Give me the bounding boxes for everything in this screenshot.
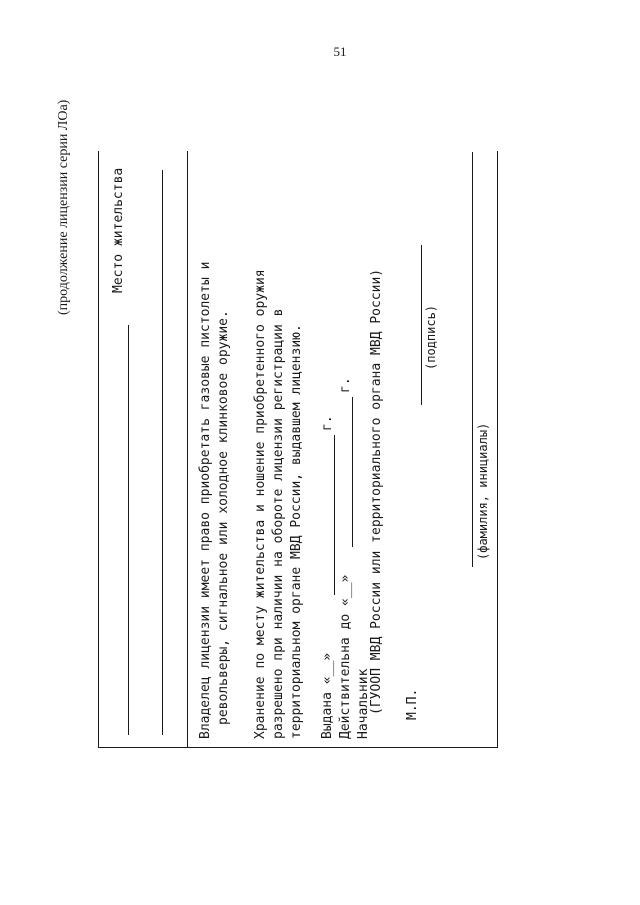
signature-caption: (подпись) — [424, 304, 438, 370]
residence-line-1 — [128, 325, 129, 735]
valid-year-suffix: г. — [338, 377, 353, 393]
authority-caption: (ГУООП МВД России или территориального органа МВД России) — [369, 268, 384, 715]
issued-date-line — [334, 435, 335, 595]
residence-separator — [187, 151, 188, 748]
name-caption: (фамилия, инициалы) — [476, 422, 490, 560]
name-line — [472, 152, 473, 567]
frame-top-border — [98, 151, 99, 748]
signature-line — [421, 245, 422, 405]
storage-line-2: разрешено при наличии на обороте лицензии регистрации в — [271, 308, 286, 739]
storage-line-3: территориальном органе МВД России, выдавшем лицензию. — [289, 324, 304, 739]
valid-date-line — [352, 397, 353, 547]
residence-line-2 — [162, 170, 163, 735]
storage-line-1: Хранение по месту жительства и ношение приобретенного оружия — [253, 269, 268, 739]
frame-left-border — [98, 747, 498, 748]
permission-line-1: Владелец лицензии имеет право приобретать газовые пистолеты и — [198, 261, 213, 739]
page-number: 51 — [333, 44, 347, 59]
continuation-title: (продолжение лицензии серии ЛОа) — [56, 99, 71, 315]
permission-line-2: револьверы, сигнальное или холодное клинковое оружие. — [216, 310, 231, 725]
head-label: Начальник — [356, 668, 371, 739]
issued-label: Выдана «__» — [320, 652, 335, 739]
seal-label: М.П. — [405, 688, 420, 720]
valid-label: Действительна до «__» — [338, 574, 353, 739]
issued-year-suffix: г. — [320, 415, 335, 431]
residence-label: Место жительства — [111, 167, 126, 293]
frame-bottom-border — [497, 151, 498, 748]
